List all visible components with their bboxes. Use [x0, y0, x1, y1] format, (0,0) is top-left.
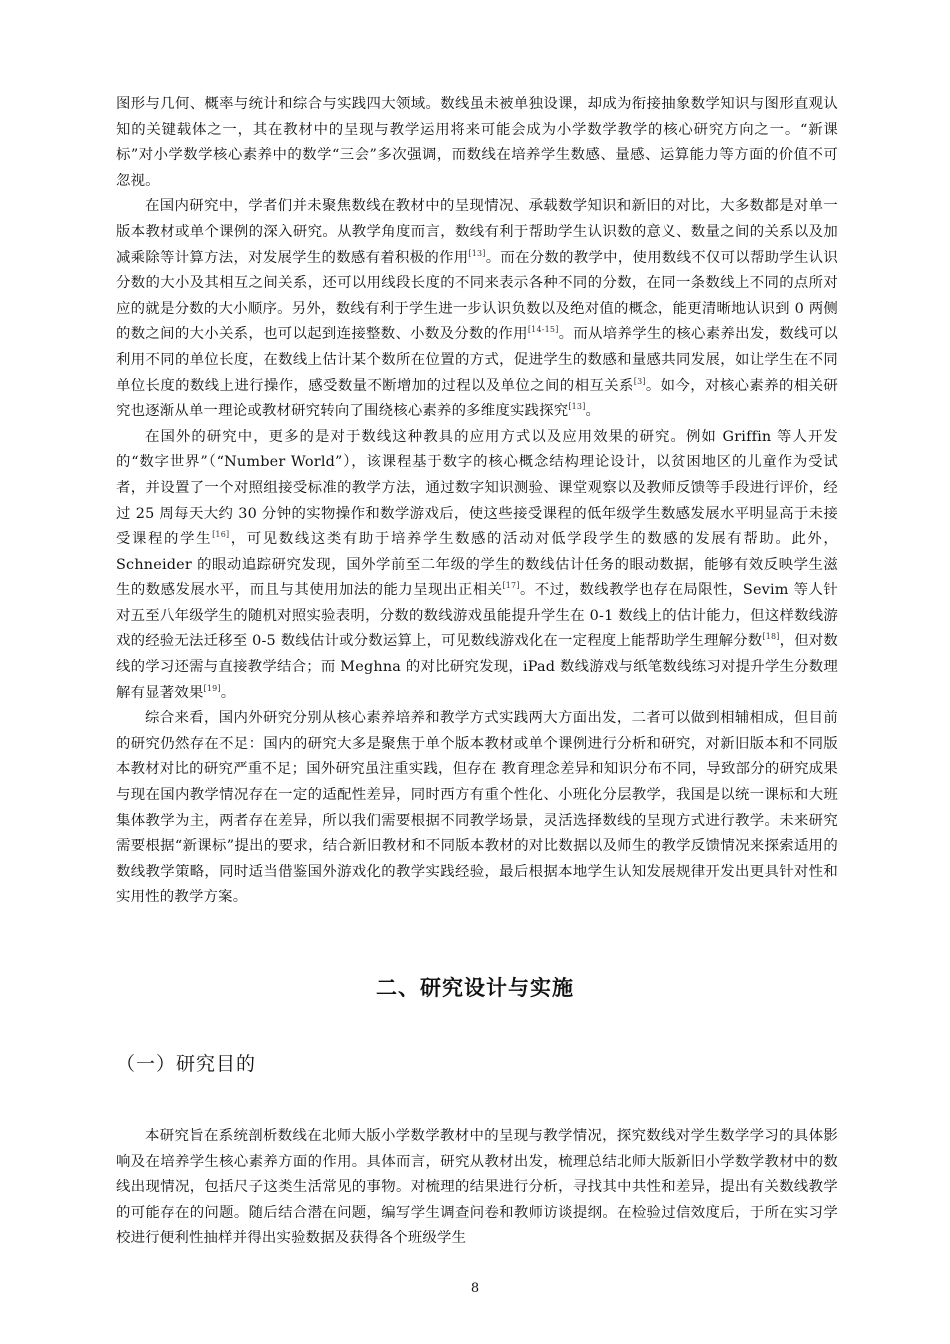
citation-19: [19]	[203, 683, 221, 693]
paragraph-1	[116, 92, 838, 194]
citation-17: [17]	[502, 581, 520, 591]
paragraph-1-text: 图形与几何、概率与统计和综合与实践四大领域。数线虽未被单独设课，却成为衔接抽象数学知识与图形直观认知的关键载体之一，其在教材中的呈现与教学运用将来可能会成为小学数学教学的核心研究方向之一。“新课标”对小学数学核心素养中的数学“三会”多次强调，而数线在培养学生数感、量感、运算能力等方面的价值不可忽视。	[116, 96, 838, 189]
paragraph-2-text-cont-1: 。而在分数的教学中，使用数线不仅可以帮助学生认识分数的大小及其相互之间关系，还可以用线段长度的不同来表示各种不同的分数，在同一条数线上不同的点所对应的就是分数的大小顺序。另外，数线有利于学生进一步认识负数以及绝对值的概念，能更清晰地认识到 0 两侧的数之间的大小关系，也可以起到连接整数、小数及分数的作用	[116, 249, 838, 343]
citation-13: [13]	[468, 248, 486, 258]
section-title: 二、研究设计与实施	[376, 976, 574, 1000]
paragraph-2-text-cont-2: 。而从培养学生的核心素养出发，数线可以利用不同的单位长度，在数线上估计某个数所在位置的方式，促进学生的数感和量感共同发展，如让学生在不同单位长度的数线上进行操作，感受数量不断增加的过程以及单位之间的相互关系	[116, 326, 838, 394]
paragraph-2-text-cont-3: 。如今，对核心素养的相关研究也逐渐从单一理论或教材研究转向了围绕核心素养的多维度实践探究	[116, 377, 838, 420]
paragraph-3-text: 在国外的研究中，更多的是对于数线这种教具的应用方式以及应用效果的研究。例如 Griffin 等人开发的“数字世界”（“Number World”），该课程基于数字的核心概念结构理论设计，以贫困地区的儿童作为受试者，并设置了一个对照组接受标准的教学方法，通过数字知识测验、课堂观察以及教师反馈等手段进行评价，经过 25 周每天大约 30 分钟的实物操作和数学游戏后，使这些接受课程的低年级学生数感发展水平明显高于未接受课程的学生	[116, 428, 838, 548]
paragraph-3-text-cont-1: ，可见数线这类有助于培养学生数感的活动对低学段学生的数感的发展有帮助。此外，Schneider 的眼动追踪研究发现，国外学前至二年级的学生的数线估计任务的眼动数据，能够有效反映学生滋生的数感发展水平，而且与其使用加法的能力呈现出正相关	[116, 531, 838, 599]
paragraph-3	[116, 425, 838, 707]
citation-13b: [13]	[568, 402, 586, 412]
paragraph-2	[116, 194, 838, 424]
citation-14-15: [14-15]	[527, 325, 559, 335]
citation-3: [3]	[633, 376, 646, 386]
paragraph-4	[116, 706, 838, 911]
citation-18: [18]	[762, 632, 780, 642]
paragraph-2-text: 在国内研究中，学者们并未聚焦数线在教材中的呈现情况、承载数学知识和新旧的对比，大多数都是对单一版本教材或单个课例的深入研究。从教学角度而言，数线有利于帮助学生认识数的意义、数量之间的关系以及加减乘除等计算方法，对发展学生的数感有着积极的作用	[116, 198, 838, 266]
paragraph-3-text-cont-2: 。不过，数线教学也存在局限性，Sevim 等人针对五至八年级学生的随机对照实验表明，分数的数线游戏虽能提升学生在 0-1 数线上的估计能力，但这样数线游戏的经验无法迁移至 0-5 数线估计或分数运算上，可见数线游戏化在一定程度上能帮助学生理解分数	[116, 582, 838, 650]
paragraph-5	[116, 1124, 838, 1252]
paragraph-5-text: 本研究旨在系统剖析数线在北师大版小学数学教材中的呈现与教学情况，探究数线对学生数学学习的具体影响及在培养学生核心素养方面的作用。具体而言，研究从教材出发，梳理总结北师大版新旧小学数学教材中的数线出现情况，包括尺子这类生活常见的事物。对梳理的结果进行分析，寻找其中共性和差异，提出有关数线教学的可能存在的问题。随后结合潜在问题，编写学生调查问卷和教师访谈提纲。在检验过信效度后，于所在实习学校进行便利性抽样并得出实验数据及获得各个班级学生	[116, 1128, 838, 1247]
body-text-lower	[116, 1124, 838, 1252]
paragraph-4-text: 综合来看，国内外研究分别从核心素养培养和教学方式实践两大方面出发，二者可以做到相辅相成，但目前的研究仍然存在不足：国内的研究大多是聚焦于单个版本教材或单个课例进行分析和研究，对新旧版本和不同版本教材对比的研究严重不足；国外研究虽注重实践，但存在 教育理念差异和知识分布不同，导致部分的研究成果与现在国内教学情况存在一定的适配性差异，同时西方有重个性化、小班化分层教学，我国是以统一课标和大班集体教学为主，两者存在差异，所以我们需要根据不同教学场景，灵活选择数线的呈现方式进行教学。未来研究需要根据“新课标”提出的要求，结合新旧教材和不同版本教材的对比数据以及师生的教学反馈情况来探索适用的数线教学策略，同时适当借鉴国外游戏化的教学实践经验，最后根据本地学生认知发展规律开发出更具针对性和实用性的教学方案。	[116, 710, 838, 906]
citation-16: [16]	[212, 530, 230, 540]
paragraph-2-text-end: 。	[585, 403, 601, 420]
page-number: 8	[470, 1281, 480, 1296]
paragraph-3-text-end: 。	[220, 684, 236, 701]
body-text-upper	[116, 92, 838, 911]
subsection-title: （一）研究目的	[116, 1053, 257, 1075]
paragraph-3-text-cont-3: ，但对数线的学习还需与直接教学结合；而 Meghna 的对比研究发现，iPad 数线游戏与纸笔数线练习对提升学生分数理解有显著效果	[116, 633, 838, 701]
